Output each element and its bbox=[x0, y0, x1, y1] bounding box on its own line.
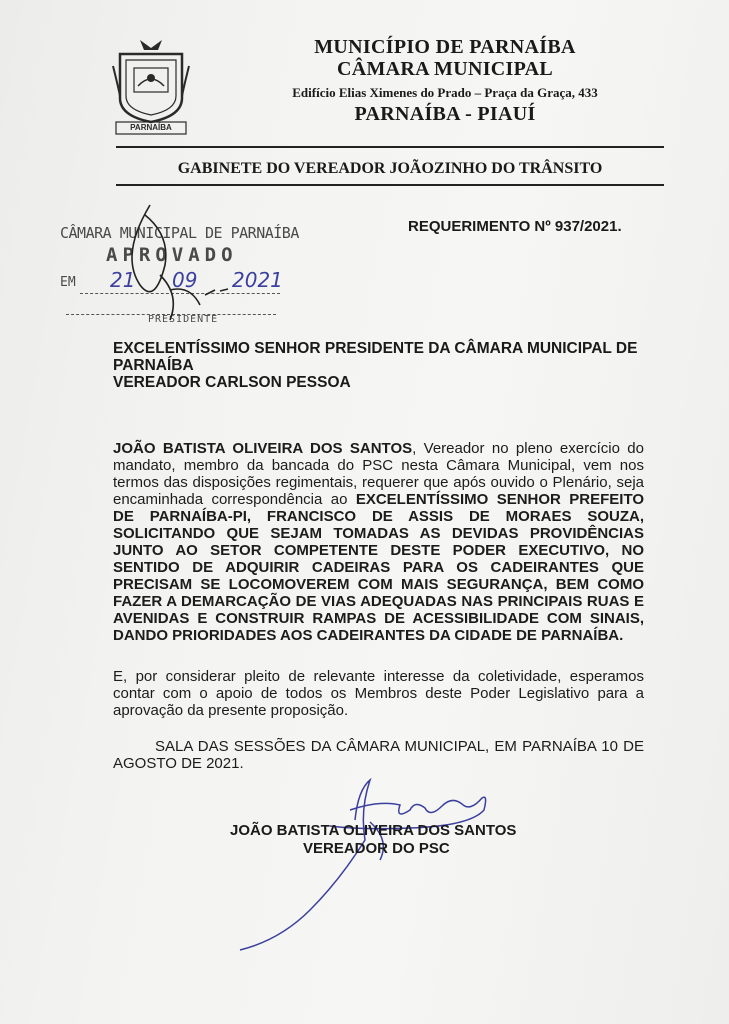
stamp-signature-scribble bbox=[110, 195, 310, 330]
header-divider-top bbox=[116, 146, 664, 148]
paragraph-intro: , Vereador no pleno exercício do mandato, membro da bancada do PSC nesta Câmara Municipal, vem nos termos das disposições regimentais, requerer que após ouvido o Plenário, seja encaminhada correspondência ao bbox=[113, 440, 644, 508]
addressee-line-1: EXCELENTÍSSIMO SENHOR PRESIDENTE DA CÂMARA MUNICIPAL DE bbox=[113, 340, 638, 357]
header-divider-bottom bbox=[116, 184, 664, 186]
request-details: EXCELENTÍSSIMO SENHOR PREFEITO DE PARNAÍBA-PI, FRANCISCO DE ASSIS DE MORAES SOUZA, SOLICITANDO QUE SEJAM TOMADAS AS DEVIDAS PROVIDÊNCIAS JUNTO AO SETOR COMPETENTE DESTE PODER EXECUTIVO, NO SENTIDO DE ADQUIRIR CADEIRAS PARA OS CADEIRANTES QUE PRECISAM SE LOCOMOVEREM COM MAIS SEGURANÇA, BEM COMO FAZER A DEMARCAÇÃO DE VIAS ADEQUADAS NAS PRINCIPAIS RUAS E AVENIDAS E CONSTRUIR RAMPAS DE ACESSIBILIDADE COM SINAIS, DANDO PRIORIDADES AOS CADEIRANTES DA CIDADE DE PARNAÍBA. bbox=[113, 491, 645, 644]
chamber-title: CÂMARA MUNICIPAL bbox=[336, 58, 554, 80]
address-line: Edifício Elias Ximenes do Prado – Praça da Graça, 433 bbox=[292, 85, 598, 100]
signature-title: VEREADOR DO PSC bbox=[303, 840, 450, 857]
addressee-line-3: VEREADOR CARLSON PESSOA bbox=[113, 374, 351, 391]
handwritten-signature bbox=[220, 770, 500, 960]
stamp-year: 2021 bbox=[232, 268, 283, 292]
addressee-line-2: PARNAÍBA bbox=[113, 357, 194, 374]
stamp-day: 21 bbox=[110, 268, 136, 292]
stamp-president-label: PRESIDENTE bbox=[148, 314, 219, 325]
session-paragraph: SALA DAS SESSÕES DA CÂMARA MUNICIPAL, EM PARNAÍBA 10 DE AGOSTO DE 2021. bbox=[113, 738, 644, 772]
office-title: GABINETE DO VEREADOR JOÃOZINHO DO TRÂNSITO bbox=[177, 160, 603, 177]
stamp-em-label: EM bbox=[60, 275, 76, 290]
support-paragraph: E, por considerar pleito de relevante interesse da coletividade, esperamos contar com o apoio de todos os Membros deste Poder Legislativo para a aprovação da presente proposição. bbox=[113, 668, 644, 719]
request-number: REQUERIMENTO Nº 937/2021. bbox=[408, 218, 622, 235]
stamp-institution: CÂMARA MUNICIPAL DE PARNAÍBA bbox=[60, 224, 299, 242]
signature-name: JOÃO BATISTA OLIVEIRA DOS SANTOS bbox=[230, 822, 517, 839]
municipality-title: MUNICÍPIO DE PARNAÍBA bbox=[314, 36, 576, 58]
crest-banner: PARNAÍBA bbox=[130, 123, 172, 132]
crest-emblem bbox=[110, 36, 192, 136]
stamp-status: APROVADO bbox=[106, 244, 238, 266]
author-name: JOÃO BATISTA OLIVEIRA DOS SANTOS bbox=[113, 440, 413, 457]
request-paragraph bbox=[113, 440, 644, 644]
stamp-month: 09 bbox=[172, 268, 198, 292]
city-title: PARNAÍBA - PIAUÍ bbox=[354, 103, 536, 125]
